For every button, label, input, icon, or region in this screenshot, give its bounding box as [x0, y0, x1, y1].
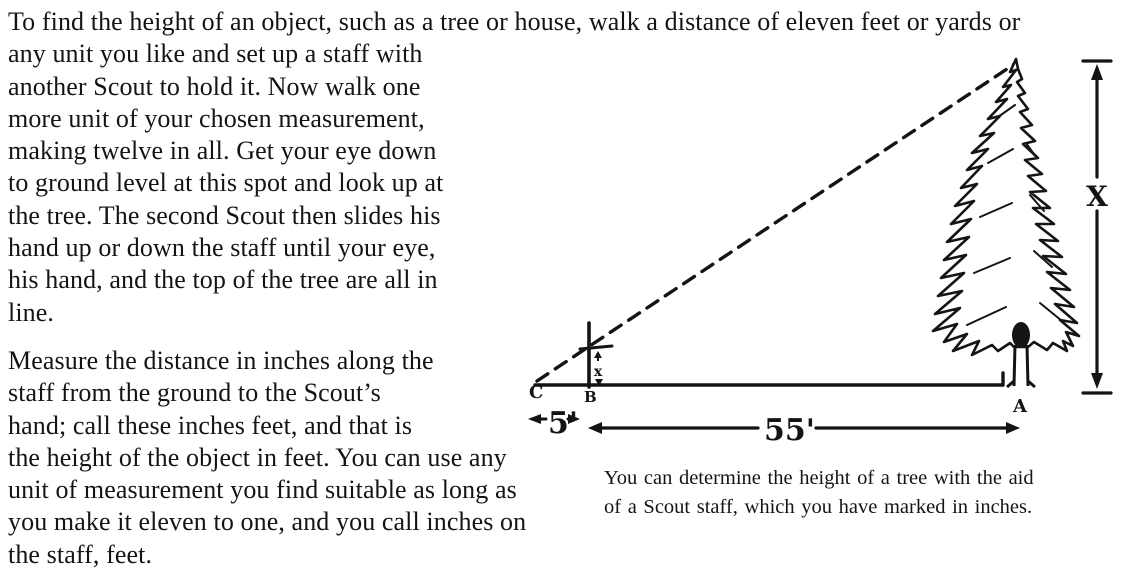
text-line: you make it eleven to one, and you call inches on: [8, 507, 527, 537]
text-line: the height of the object in feet. You can use any: [8, 442, 507, 472]
sight-line-dashed: [537, 63, 1016, 381]
text-line: line.: [8, 297, 54, 327]
near-distance-arrow-left: [528, 414, 541, 424]
point-c-label: C: [529, 382, 544, 403]
far-distance-label: 55': [764, 413, 815, 448]
tree-trunk: [1007, 345, 1035, 387]
height-measure-arrow-up: [1091, 64, 1103, 80]
text-line: the staff, feet.: [8, 539, 153, 569]
hand-mark-tick: [580, 346, 612, 349]
tree-height-label: X: [1086, 180, 1108, 213]
text-line: any unit you like and set up a staff with: [8, 39, 423, 69]
height-measure: [1083, 61, 1111, 393]
text-line: staff from the ground to the Scout’s: [8, 378, 381, 408]
caption-line: of a Scout staff, which you have marked in inches.: [604, 495, 1033, 518]
tree-drawing: [933, 59, 1079, 387]
height-measure-arrow-down: [1091, 373, 1103, 389]
near-distance-measure: [528, 406, 580, 441]
figure-caption: [604, 464, 1034, 521]
point-b-label: B: [584, 388, 597, 406]
height-measurement-figure: [520, 45, 1142, 455]
text-line: more unit of your chosen measurement,: [8, 103, 425, 133]
text-line: to ground level at this spot and look up at: [8, 168, 444, 198]
far-distance-arrow-right: [1006, 422, 1020, 434]
text-line: unit of measurement you find suitable as long as: [8, 475, 517, 505]
tree-dense-foliage-blob: [1012, 322, 1030, 348]
tree-height-diagram: [520, 45, 1142, 455]
tree-foliage: [933, 59, 1079, 355]
ground-line: [535, 373, 1003, 385]
text-line: Measure the distance in inches along the: [8, 346, 434, 375]
staff-x-measure: [594, 351, 603, 386]
text-line: his hand, and the top of the tree are all in: [8, 265, 438, 295]
text-line: another Scout to hold it. Now walk one: [8, 71, 421, 101]
text-line: hand up or down the staff until your eye,: [8, 233, 436, 263]
point-a-label: A: [1013, 396, 1027, 417]
paragraph-2: [8, 345, 526, 571]
text-line: hand; call these inches feet, and that is: [8, 410, 413, 440]
text-line: the tree. The second Scout then slides his: [8, 200, 441, 230]
text-line: To find the height of an object, such as a tree or house, walk a distance of eleven feet or yards or: [8, 7, 1021, 36]
text-line: making twelve in all. Get your eye down: [8, 136, 437, 166]
far-distance-measure: [588, 413, 1020, 448]
far-distance-arrow-left: [588, 422, 602, 434]
height-measure-line: [1083, 61, 1111, 393]
near-distance-label: 5': [548, 406, 579, 441]
staff-mark-label: x: [593, 364, 603, 380]
caption-line: You can determine the height of a tree with the aid: [604, 467, 1034, 489]
